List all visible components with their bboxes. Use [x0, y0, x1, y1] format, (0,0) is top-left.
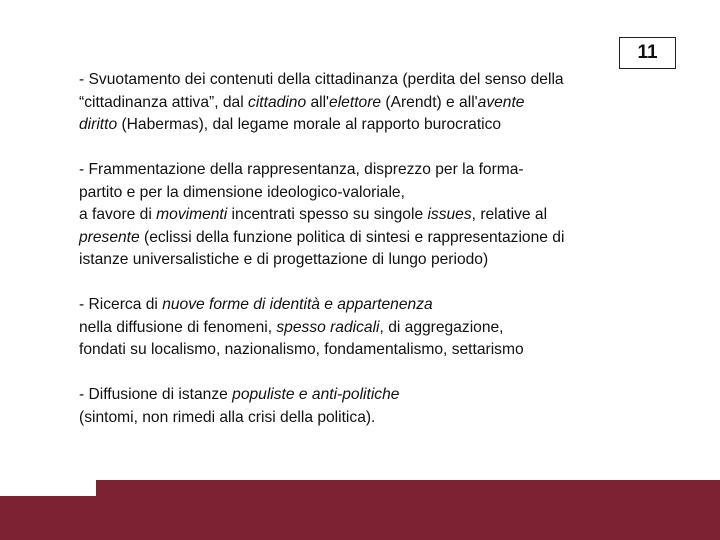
text-run: - Ricerca di	[79, 296, 163, 313]
italic-text: populiste e anti-politiche	[232, 386, 400, 403]
text-run: , di aggregazione,	[379, 318, 504, 336]
text-run: (eclissi della funzione politica di sintesi e rappresentazione di	[139, 228, 565, 246]
italic-text: spesso radicali	[276, 318, 380, 336]
bullet-paragraph	[79, 384, 659, 429]
text-line	[79, 114, 659, 137]
text-line	[79, 339, 659, 362]
text-run: (sintomi, non rimedi alla crisi della politica).	[79, 408, 376, 426]
footer-bar	[96, 480, 720, 540]
text-line	[79, 249, 659, 272]
bullet-paragraph	[79, 159, 659, 272]
bullet-paragraph	[79, 69, 659, 137]
slide-number: 11	[637, 42, 658, 63]
slide-body	[79, 69, 659, 452]
text-run: - Svuotamento dei contenuti della cittadinanza (perdita del senso della	[79, 71, 564, 88]
italic-text: elettore	[329, 93, 382, 111]
bullet-paragraph	[79, 294, 659, 362]
slide-number-box	[619, 37, 676, 69]
italic-text: nuove forme di identità e appartenenza	[162, 296, 433, 313]
text-run: - Frammentazione della rappresentanza, disprezzo per la forma-	[79, 161, 524, 178]
italic-text: movimenti	[156, 206, 228, 223]
text-line	[79, 227, 659, 250]
text-run: fondati su localismo, nazionalismo, fondamentalismo, settarismo	[79, 341, 524, 358]
text-run: partito e per la dimensione ideologico-valoriale,	[79, 183, 405, 201]
text-run: a favore di	[79, 206, 157, 223]
italic-text: cittadino	[248, 93, 307, 111]
text-run: “cittadinanza attiva”, dal	[79, 93, 249, 111]
text-line	[79, 92, 659, 115]
text-line	[79, 294, 659, 317]
text-run: incentrati spesso su singole	[227, 206, 428, 223]
italic-text: issues	[427, 206, 472, 223]
text-run: (Habermas), dal legame morale al rapporto burocratico	[117, 116, 502, 133]
footer-bar-left	[0, 496, 96, 540]
text-line	[79, 317, 659, 340]
text-line	[79, 69, 659, 92]
text-line	[79, 384, 659, 407]
italic-text: avente	[477, 93, 525, 111]
text-run: all'	[306, 93, 330, 111]
text-run: - Diffusione di istanze	[79, 386, 233, 403]
text-line	[79, 204, 659, 227]
text-run: (Arendt) e all'	[381, 93, 478, 111]
italic-text: diritto	[79, 116, 118, 133]
text-line	[79, 159, 659, 182]
text-run: , relative al	[471, 206, 548, 223]
text-line	[79, 182, 659, 205]
text-line	[79, 407, 659, 430]
text-run: istanze universalistiche e di progettazione di lungo periodo)	[79, 251, 489, 268]
text-run: nella diffusione di fenomeni,	[79, 318, 277, 336]
italic-text: presente	[79, 228, 140, 246]
